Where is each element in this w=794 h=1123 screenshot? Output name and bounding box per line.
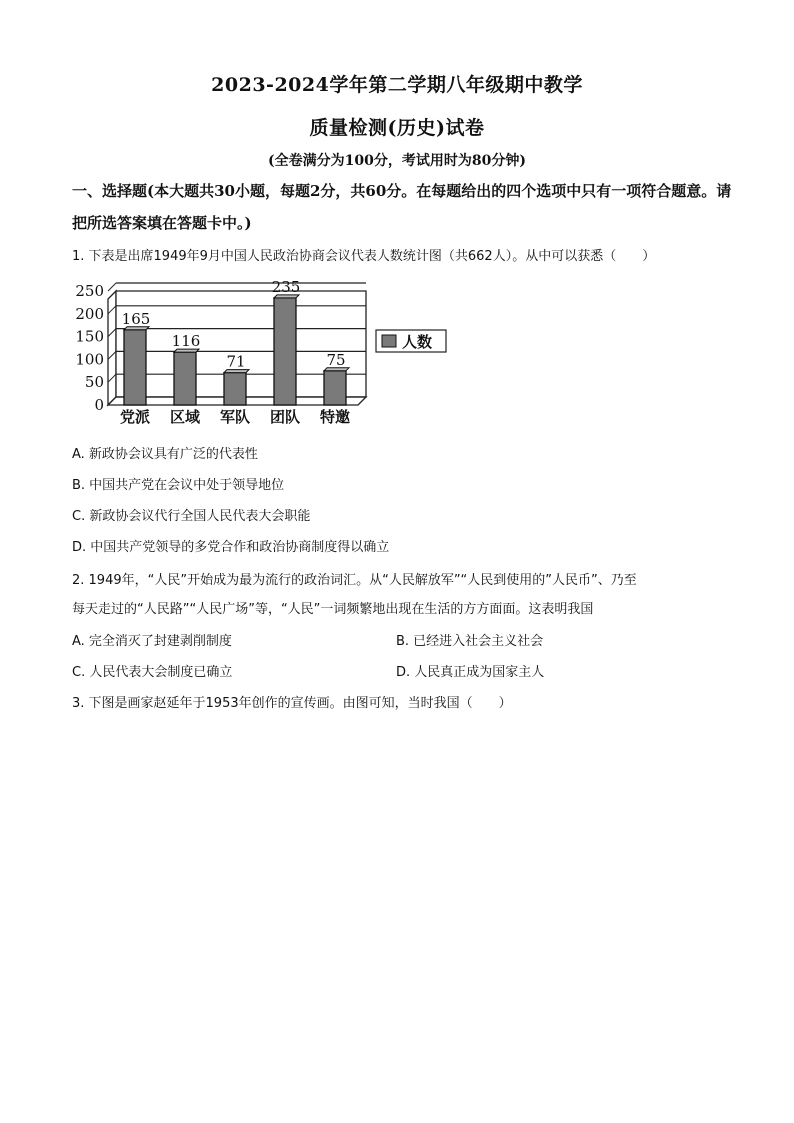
data-label: 116 xyxy=(171,332,201,351)
x-tick-label: 特邀 xyxy=(319,408,351,425)
q2-option-c: C. 人民代表大会制度已确立 xyxy=(72,665,233,680)
section-heading: 一、选择题(本大题共30小题，每题2分，共60分。在每题给出的四个选项中只有一项符合题意。请把所选答案填在答题卡中。) xyxy=(72,182,732,232)
q1-option-b: B. 中国共产党在会议中处于领导地位 xyxy=(72,478,285,493)
q1-option-d: D. 中国共产党领导的多党合作和政治协商制度得以确立 xyxy=(72,540,390,555)
y-tick-label: 50 xyxy=(84,373,104,392)
q2-stem-line2: 每天走过的“人民路”“人民广场”等，“人民”一词频繁地出现在生活的方方面面。这表明我国 xyxy=(72,602,594,617)
x-tick-label: 军队 xyxy=(219,408,251,425)
data-label: 75 xyxy=(326,350,346,369)
legend-swatch xyxy=(382,335,396,347)
q1-option-a: A. 新政协会议具有广泛的代表性 xyxy=(72,447,258,462)
data-label: 235 xyxy=(271,277,301,296)
x-tick-label: 区域 xyxy=(169,408,201,425)
chart-side-wall xyxy=(108,291,116,405)
bar xyxy=(124,330,146,405)
y-tick-label: 0 xyxy=(94,396,104,414)
q2-stem-line1: 2. 1949年，“人民”开始成为最为流行的政治词汇。从“人民解放军”“人民到使用的”人民币”、乃至 xyxy=(72,573,637,588)
bar xyxy=(274,298,296,405)
y-tick-label: 150 xyxy=(75,327,104,346)
q1-option-c: C. 新政协会议代行全国人民代表大会职能 xyxy=(72,509,311,524)
legend-label: 人数 xyxy=(402,333,433,351)
data-label: 165 xyxy=(121,309,151,328)
bar-chart xyxy=(72,275,472,425)
q2-option-d: D. 人民真正成为国家主人 xyxy=(396,665,545,680)
q1-stem: 1. 下表是出席1949年9月中国人民政治协商会议代表人数统计图（共662人）。从中可以获悉（ ） xyxy=(72,249,656,264)
y-tick-label: 100 xyxy=(75,350,104,369)
q3-stem: 3. 下图是画家赵延年于1953年创作的宣传画。由图可知，当时我国（ ） xyxy=(72,696,512,711)
exam-title-line2: 质量检测(历史)试卷 xyxy=(309,117,485,139)
data-label: 71 xyxy=(226,352,246,371)
bar xyxy=(324,371,346,405)
bar xyxy=(224,373,246,405)
exam-title-line1: 2023-2024学年第二学期八年级期中教学 xyxy=(211,74,583,96)
q2-option-b: B. 已经进入社会主义社会 xyxy=(396,634,544,649)
x-tick-label: 党派 xyxy=(119,408,151,425)
y-tick-label: 250 xyxy=(75,282,104,300)
q2-option-a: A. 完全消灭了封建剥削制度 xyxy=(72,634,232,649)
y-tick-diag xyxy=(108,283,116,291)
y-tick-label: 200 xyxy=(75,304,104,323)
bar xyxy=(174,352,196,405)
x-tick-label: 团队 xyxy=(269,408,301,425)
exam-subtitle: (全卷满分为100分，考试用时为80分钟) xyxy=(268,153,526,169)
